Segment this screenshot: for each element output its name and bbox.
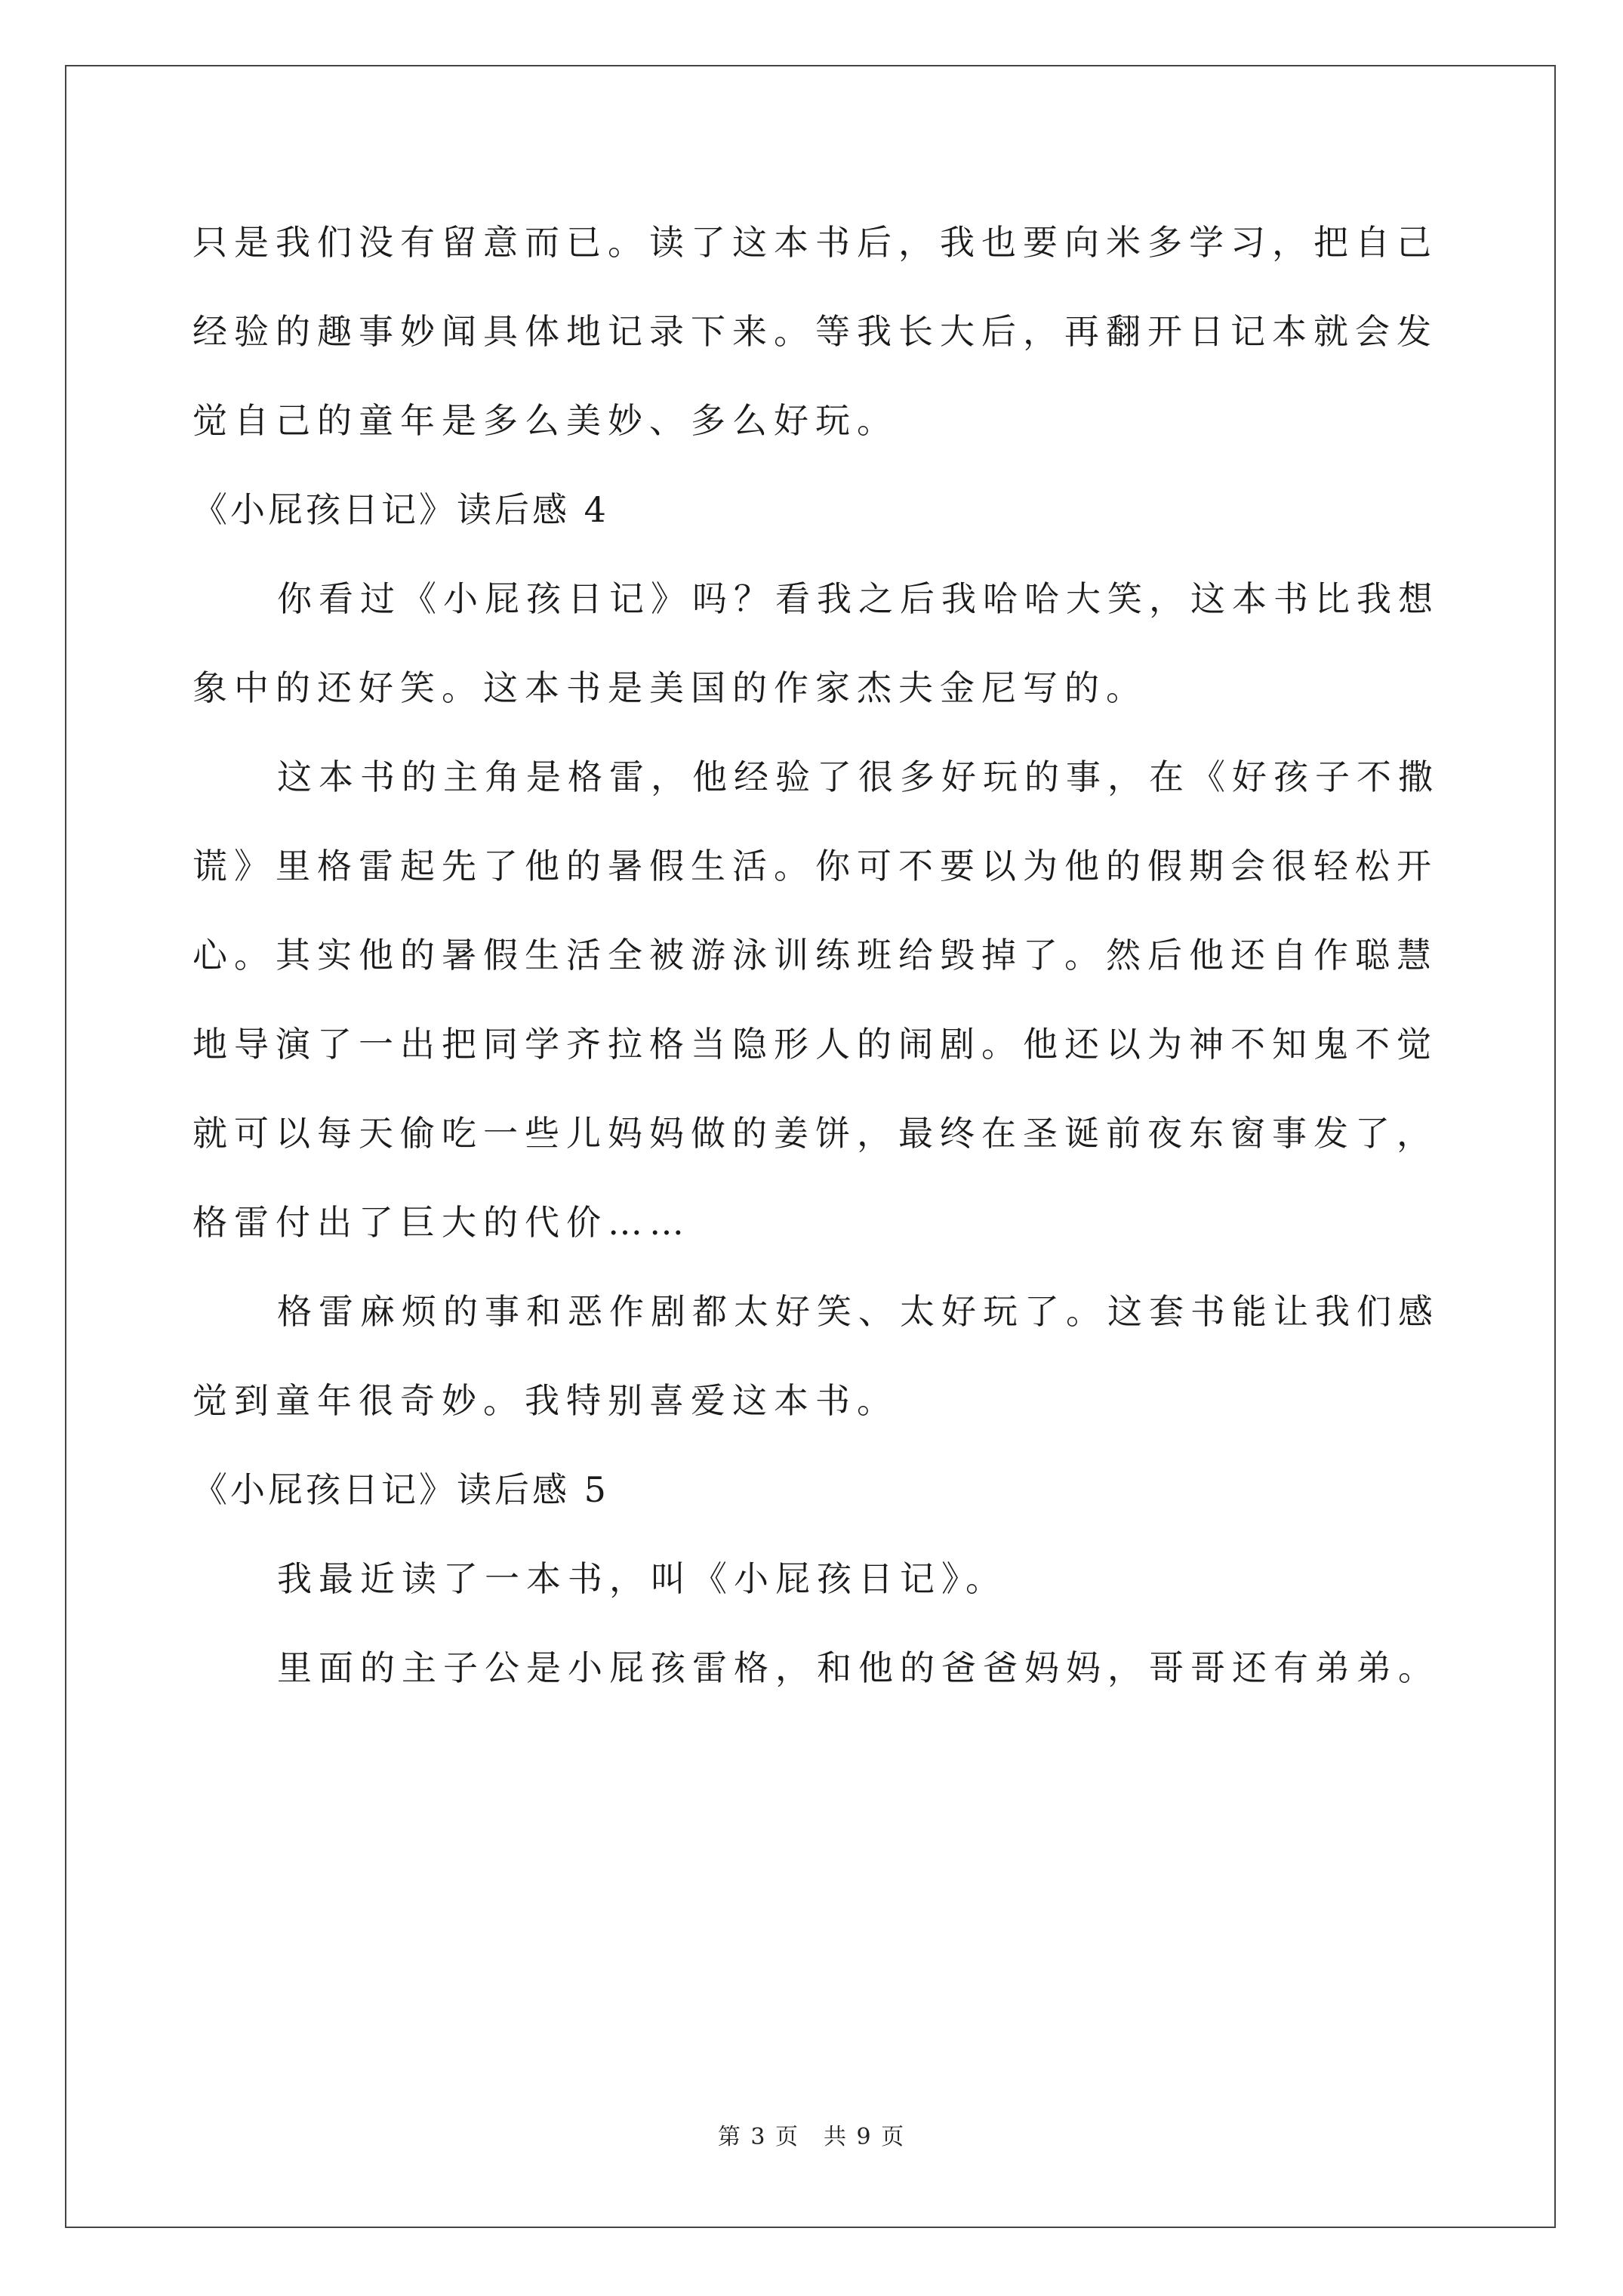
text-line: 我最近读了一本书，叫《小屁孩日记》。 [277,1558,1007,1599]
text-line: 你看过《小屁孩日记》吗？看我之后我哈哈大笑，这本书比我想 [277,578,1440,619]
text-line: 里面的主子公是小屁孩雷格，和他的爸爸妈妈，哥哥还有弟弟。 [277,1647,1440,1688]
paragraph [192,1267,1440,1445]
page-number-footer: 第 3 页 共 9 页 [717,2124,906,2150]
paragraph [192,1623,1440,1712]
text-line: 格雷付出了巨大的代价…… [192,1202,691,1243]
text-line: 地导演了一出把同学齐拉格当隐形人的闹剧。他还以为神不知鬼不觉 [192,1024,1438,1065]
paragraph [192,554,1440,732]
paragraph [192,732,1440,1267]
paragraph [192,198,1438,465]
text-line: 就可以每天偷吃一些儿妈妈做的姜饼，最终在圣诞前夜东窗事发了， [192,1113,1438,1154]
text-line: 格雷麻烦的事和恶作剧都太好笑、太好玩了。这套书能让我们感 [277,1291,1440,1332]
document-body [192,198,1440,1712]
text-line: 觉自己的童年是多么美妙、多么好玩。 [192,400,898,441]
paragraph [192,1534,1431,1623]
text-line: 象中的还好笑。这本书是美国的作家杰夫金尼写的。 [192,667,1147,708]
text-line: 这本书的主角是格雷，他经验了很多好玩的事，在《好孩子不撒 [277,757,1440,797]
section-heading: 《小屁孩日记》读后感 4 [192,489,609,530]
text-line: 经验的趣事妙闻具体地记录下来。等我长大后，再翻开日记本就会发 [192,311,1438,352]
section-heading: 《小屁孩日记》读后感 5 [192,1469,609,1510]
text-line: 觉到童年很奇妙。我特别喜爱这本书。 [192,1380,898,1421]
text-line: 谎》里格雷起先了他的暑假生活。你可不要以为他的假期会很轻松开 [192,846,1438,886]
text-line: 心。其实他的暑假生活全被游泳训练班给毁掉了。然后他还自作聪慧 [192,935,1438,975]
text-line: 只是我们没有留意而已。读了这本书后，我也要向米多学习，把自己 [192,222,1438,263]
